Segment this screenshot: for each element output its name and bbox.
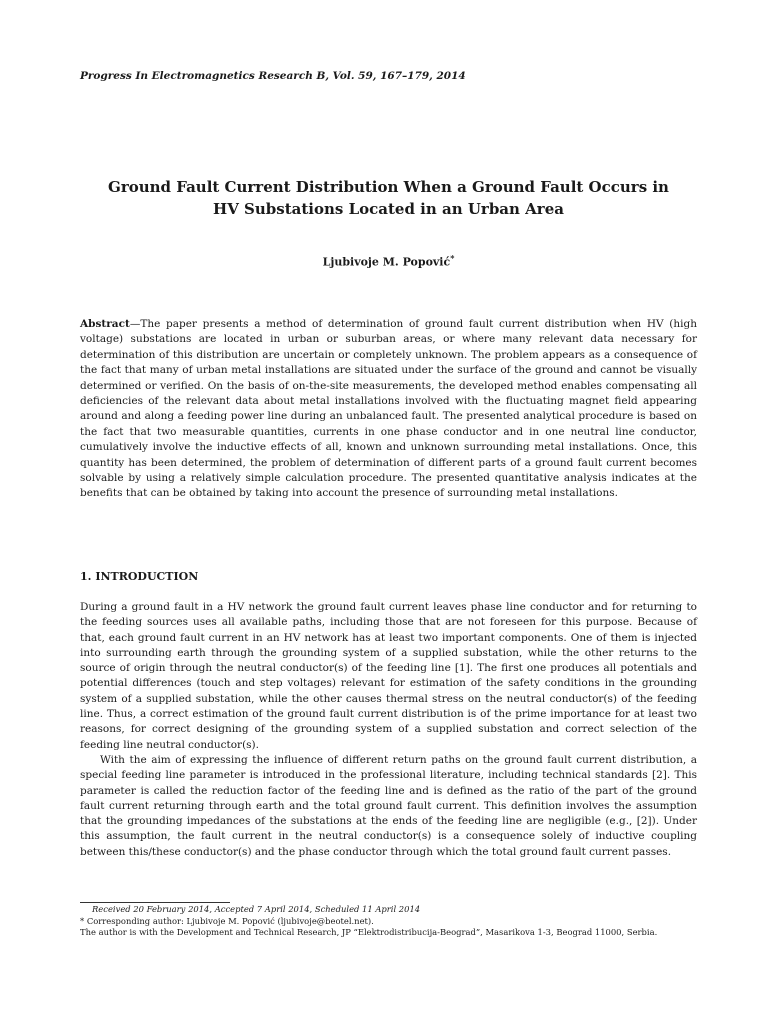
intro-paragraph-2: With the aim of expressing the influence of different return paths on the ground fault current distribution, a special feeding line parameter is introduced in the professional literature, including technical standards [2]. This parameter is called the reduction factor of the feeding line and is defined as the ratio of the part of the ground fault current returning through earth and the total ground fault current. This definition involves the assumption that the grounding impedances of the substations at the ends of the feeding line are negligible (e.g., [2]). Under this assumption, the fault current in the neutral conductor(s) is a consequence solely of inductive coupling between this/these conductor(s) and the phase conductor through which the total ground fault current passes.	[80, 753, 697, 858]
title-line-2: HV Substations Located in an Urban Area	[213, 200, 564, 218]
introduction-body	[80, 600, 697, 860]
footnotes	[80, 904, 697, 939]
author-affiliation: The author is with the Development and Technical Research, JP “Elektrodistribucija-Beograd”, Masarikova 1-3, Beograd 11000, Serbia.	[80, 927, 658, 938]
journal-citation: Progress In Electromagnetics Research B, Vol. 59, 167–179, 2014	[80, 70, 466, 82]
corresponding-author-note: * Corresponding author: Ljubivoje M. Popović (ljubivoje@beotel.net).	[80, 915, 374, 926]
corresponding-author-mark: *	[450, 253, 455, 263]
footnote-rule	[80, 902, 230, 903]
section-heading-introduction: 1. INTRODUCTION	[80, 570, 199, 583]
abstract-text: —The paper presents a method of determination of ground fault current distribution when HV (high voltage) substations are located in urban or suburban areas, or where many relevant data necessary for determination of this distribution are uncertain or completely unknown. The problem appears as a consequence of the fact that many of urban metal installations are situated under the surface of the ground and cannot be visually determined or verified. On the basis of on-the-site measurements, the developed method enables compensating all deficiencies of the relevant data about metal installations involved with the fluctuating magnet field appearing around and along a feeding power line during an unbalanced fault. The presented analytical procedure is based on the fact that two measurable quantities, currents in one phase conductor and in one neutral line conductor, cumulatively involve the inductive effects of all, known and unknown surrounding metal installations. Once, this quantity has been determined, the problem of determination of different parts of a ground fault current becomes solvable by using a relatively simple calculation procedure. The presented quantitative analysis indicates at the benefits that can be obtained by taking into account the presence of surrounding metal installations.	[80, 318, 697, 500]
author-name: Ljubivoje M. Popović	[322, 255, 451, 269]
abstract	[80, 317, 697, 502]
paper-title	[80, 176, 697, 220]
title-line-1: Ground Fault Current Distribution When a Ground Fault Occurs in	[108, 178, 669, 196]
author-line	[80, 253, 697, 269]
abstract-label: Abstract	[80, 318, 130, 330]
received-dates: Received 20 February 2014, Accepted 7 April 2014, Scheduled 11 April 2014	[92, 904, 421, 914]
intro-paragraph-1: During a ground fault in a HV network the ground fault current leaves phase line conductor and for returning to the feeding sources uses all available paths, including those that are not foreseen for this purpose. Because of that, each ground fault current in an HV network has at least two important components. One of them is injected into surrounding earth through the grounding system of a supplied substation, while the other returns to the source of origin through the neutral conductor(s) of the feeding line [1]. The first one produces all potentials and potential differences (touch and step voltages) relevant for estimation of the safety conditions in the grounding system of a supplied substation, while the other causes thermal stress on the neutral conductor(s) of the feeding line. Thus, a correct estimation of the ground fault current distribution is of the prime importance for at least two reasons, for correct designing of the grounding system of a supplied substation and correct selection of the feeding line neutral conductor(s).	[80, 601, 697, 751]
